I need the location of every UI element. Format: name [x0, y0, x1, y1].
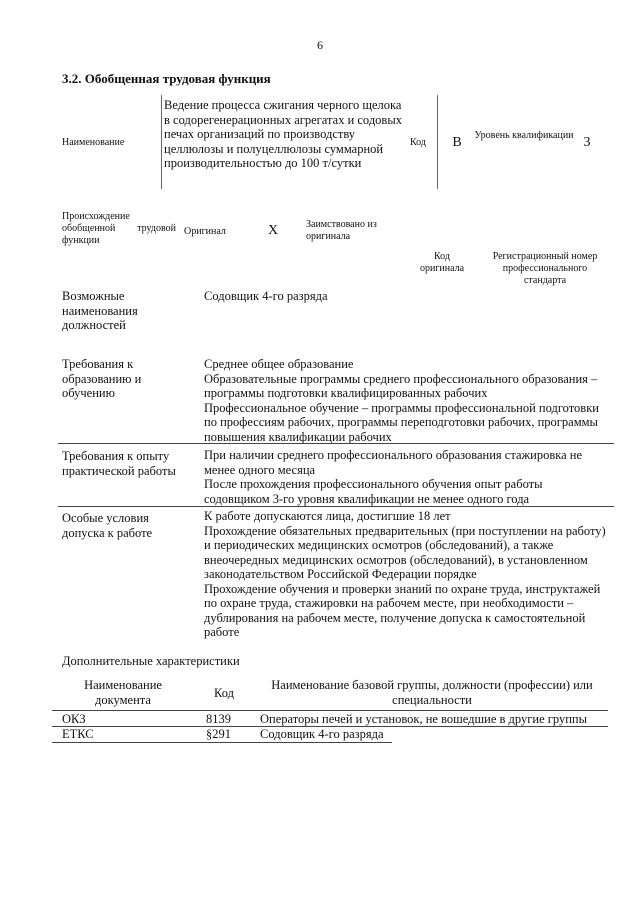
additional-title: Дополнительные характеристики: [62, 654, 240, 668]
row-divider: [58, 506, 614, 507]
row-divider: [58, 443, 614, 444]
table-divider: [52, 710, 608, 711]
level-value: 3: [583, 135, 591, 150]
row-value-positions: [204, 289, 604, 304]
row-label-positions: Возможные наименования должностей: [62, 289, 138, 332]
section-title: 3.2. Обобщенная трудовая функция: [62, 71, 271, 86]
value-line: Образовательные программы среднего профессионального образования – программы подготовки квалифицированных рабочих: [204, 371, 598, 400]
level-label: Уровень квалификации: [474, 130, 574, 141]
code-original-label: Код оригинала: [419, 251, 465, 274]
row-label-experience: Требования к опыту практической работы: [62, 449, 176, 478]
table-cell: 8139: [206, 712, 231, 726]
row-value-admission: [204, 509, 606, 640]
code-label: Код: [410, 137, 426, 148]
value-line: Профессиональное обучение – программы профессиональной подготовки по профессиям рабочих, программы переподготовки рабочих, программы повышения квалификации рабочих: [204, 400, 599, 444]
divider: [161, 95, 162, 189]
page-number: 6: [317, 38, 323, 52]
borrowed-label: Заимствовано из оригинала: [306, 219, 377, 242]
value-line: Прохождение обязательных предварительных (при поступлении на работу) и периодических медицинских осмотров (обследований), а также внеочередных медицинских осмотров (обследований), в установленном законодательством Российской Федерации порядке: [204, 523, 606, 581]
table-cell: ОКЗ: [62, 712, 86, 726]
row-value-education: [204, 357, 604, 444]
table-cell: ЕТКС: [62, 727, 94, 741]
table-divider: [52, 742, 392, 743]
value-line: При наличии среднего профессионального образования стажировка не менее одного месяца: [204, 448, 583, 477]
original-mark: Х: [267, 223, 279, 238]
table-cell: Содовщик 4-го разряда: [260, 727, 384, 741]
value-line: Содовщик 4-го разряда: [204, 289, 328, 303]
code-value: В: [452, 135, 462, 150]
name-label: Наименование: [62, 137, 125, 148]
original-label: Оригинал: [184, 226, 226, 237]
reg-number-label: Регистрационный номер профессионального стандарта: [492, 251, 598, 286]
value-line: К работе допускаются лица, достигшие 18 лет: [204, 509, 451, 523]
value-line: Среднее общее образование: [204, 357, 354, 371]
row-label-admission: Особые условия допуска к работе: [62, 511, 153, 540]
origin-label: Происхождение обобщенной трудовой функции: [62, 211, 176, 246]
header-code: Код: [214, 686, 234, 700]
value-line: После прохождения профессионального обучения опыт работы содовщиком 3-го уровня квалификации не менее одного года: [204, 477, 543, 506]
table-cell: §291: [206, 727, 231, 741]
row-label-education: Требования к образованию и обучению: [62, 357, 142, 400]
value-line: Прохождение обучения и проверки знаний по охране труда, инструктажей по охране труда, стажировки на рабочем месте, при необходимости – дублирования на рабочем месте, получение допуска к самостоятельной работе: [204, 581, 601, 639]
table-cell: Операторы печей и установок, не вошедшие в другие группы: [260, 712, 587, 726]
header-group-name: Наименование базовой группы, должности (профессии) или специальности: [271, 678, 593, 707]
name-value: Ведение процесса сжигания черного щелока в содорегенерационных агрегатах и содовых печах организаций по производству целлюлозы и полуцеллюлозы суммарной производительностью до 100 т/сутки: [164, 98, 402, 170]
row-value-experience: [204, 448, 606, 506]
header-document: Наименование документа: [84, 678, 162, 707]
